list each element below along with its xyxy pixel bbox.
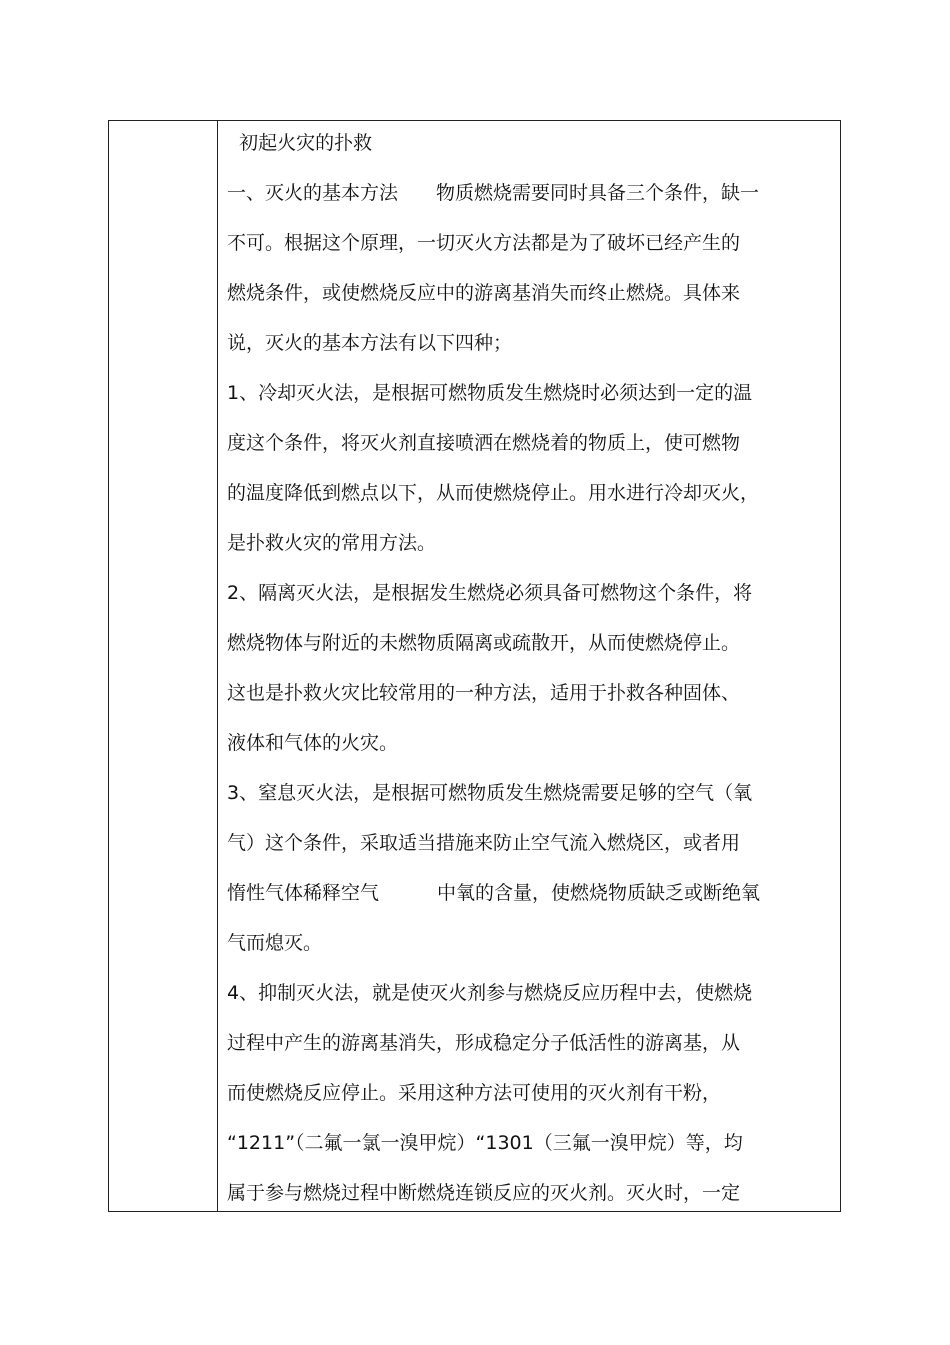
- line-text: 物质燃烧需要同时具备三个条件，缺一: [436, 182, 760, 204]
- table-content-cell: [227, 121, 829, 1218]
- paragraph-line: 的温度降低到燃点以下，从而使燃烧停止。用水进行冷却灭火，: [227, 482, 760, 504]
- line-text: 中氧的含量，使燃烧物质缺乏或断绝氧: [437, 882, 761, 904]
- title-text: 初起火灾的扑救: [239, 132, 373, 154]
- document-title: [227, 118, 829, 168]
- paragraph-line: 燃烧物体与附近的未燃物质隔离或疏散开，从而使燃烧停止。: [227, 632, 741, 654]
- paragraph-line: 而使燃烧反应停止。采用这种方法可使用的灭火剂有干粉，: [227, 1082, 722, 1104]
- paragraph-line: 不可。根据这个原理，一切灭火方法都是为了破坏已经产生的: [227, 232, 741, 254]
- paragraph-line: 燃烧条件，或使燃烧反应中的游离基消失而终止燃烧。具体来: [227, 282, 741, 304]
- paragraph-line: 这也是扑救火灾比较常用的一种方法，适用于扑救各种固体、: [227, 682, 741, 704]
- paragraph-line: 气）这个条件，采取适当措施来防止空气流入燃烧区，或者用: [227, 832, 741, 854]
- paragraph-line: “1211”（二氟一氯一溴甲烷）“1301（三氟一溴甲烷）等，均: [227, 1132, 743, 1154]
- paragraph-line: 说，灭火的基本方法有以下四种；: [227, 332, 513, 354]
- section-heading: 一、灭火的基本方法: [227, 182, 399, 204]
- paragraph-line: 属于参与燃烧过程中断燃烧连锁反应的灭火剂。灭火时，一定: [227, 1182, 741, 1204]
- paragraph-line: 4、抑制灭火法，就是使灭火剂参与燃烧反应历程中去，使燃烧: [227, 982, 753, 1004]
- document-table: [108, 120, 841, 1212]
- line-text: 惰性气体稀释空气: [227, 882, 380, 904]
- paragraph-line: 气而熄灭。: [227, 932, 323, 954]
- paragraph-line: 3、窒息灭火法，是根据可燃物质发生燃烧需要足够的空气（氧: [227, 782, 753, 804]
- paragraph-line: [227, 868, 829, 918]
- paragraph-line: 是扑救火灾的常用方法。: [227, 532, 437, 554]
- paragraph-line: 2、隔离灭火法，是根据发生燃烧必须具备可燃物这个条件，将: [227, 582, 753, 604]
- paragraph-line: [227, 168, 829, 218]
- paragraph-line: 度这个条件，将灭火剂直接喷洒在燃烧着的物质上，使可燃物: [227, 432, 741, 454]
- paragraph-line: 液体和气体的火灾。: [227, 732, 399, 754]
- table-left-cell: [109, 121, 218, 1211]
- paragraph-line: 过程中产生的游离基消失，形成稳定分子低活性的游离基，从: [227, 1032, 741, 1054]
- paragraph-line: 1、冷却灭火法，是根据可燃物质发生燃烧时必须达到一定的温: [227, 382, 753, 404]
